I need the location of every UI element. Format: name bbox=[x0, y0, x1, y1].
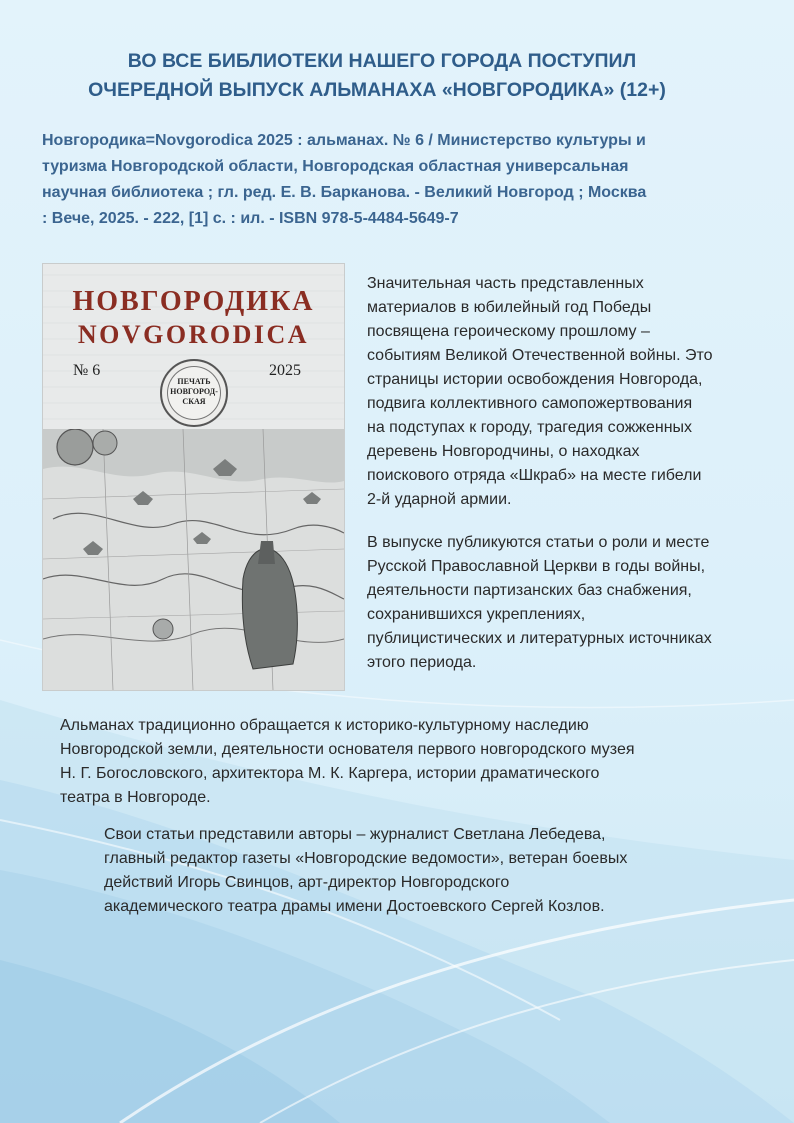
title-line-1: ВО ВСЕ БИБЛИОТЕКИ НАШЕГО ГОРОДА ПОСТУПИЛ bbox=[127, 50, 637, 72]
cover-issue-number: № 6 bbox=[73, 362, 101, 379]
title-line-2: ОЧЕРЕДНОЙ ВЫПУСК АЛЬМАНАХА «НОВГОРОДИКА» (12+) bbox=[88, 79, 666, 101]
biblio-line: Новгородика=Novgorodica 2025 : альманах. № 6 / Министерство культуры и bbox=[42, 132, 646, 149]
paragraph-victory-materials: Значительная часть представленных материалов в юбилейный год Победы посвящена героическому прошлому – событиям Великой Отечественной войны. Это страницы истории освобождения Новгорода, подвига коллективного самопожертвования на подступах к городу, трагедия сожженных деревень Новгородчины, о находках поискового отряда «Шкраб» на месте гибели 2-й ударной армии. bbox=[367, 275, 713, 508]
bibliographic-record bbox=[42, 128, 762, 232]
page-title bbox=[0, 47, 794, 105]
biblio-line: : Вече, 2025. - 222, [1] с. : ил. - ISBN 978-5-4484-5649-7 bbox=[42, 210, 459, 227]
paragraph-cultural-heritage: Альманах традиционно обращается к историко-культурному наследию Новгородской земли, деятельности основателя первого новгородского музея Н. Г. Богословского, архитектора М. К. Каргера, истории драматического театра в Новгороде. bbox=[60, 717, 635, 806]
paragraph-authors: Свои статьи представили авторы – журналист Светлана Лебедева, главный редактор газеты «Новгородские ведомости», ветеран боевых действий Игорь Свинцов, арт-директор Новгородского академического театра драмы имени Достоевского Сергей Козлов. bbox=[104, 826, 628, 915]
cover-seal-icon bbox=[160, 359, 228, 427]
cover-old-map-illustration bbox=[43, 429, 344, 690]
biblio-line: туризма Новгородской области, Новгородская областная универсальная bbox=[42, 158, 629, 175]
biblio-line: научная библиотека ; гл. ред. Е. В. Барканова. - Великий Новгород ; Москва bbox=[42, 184, 647, 201]
seal-text: ПЕЧАТЬ НОВГОРОД- СКАЯ bbox=[170, 377, 218, 406]
book-cover-image bbox=[43, 264, 344, 690]
cover-year: 2025 bbox=[269, 362, 301, 379]
cover-title-cyrillic: НОВГОРОДИКА bbox=[72, 286, 315, 317]
cover-title-latin: NOVGORODICA bbox=[77, 320, 310, 349]
paragraph-church-articles: В выпуске публикуются статьи о роли и месте Русской Православной Церкви в годы войны, деятельности партизанских баз снабжения, сохранившихся укреплениях, публицистических и литературных источниках этого периода. bbox=[367, 534, 712, 671]
